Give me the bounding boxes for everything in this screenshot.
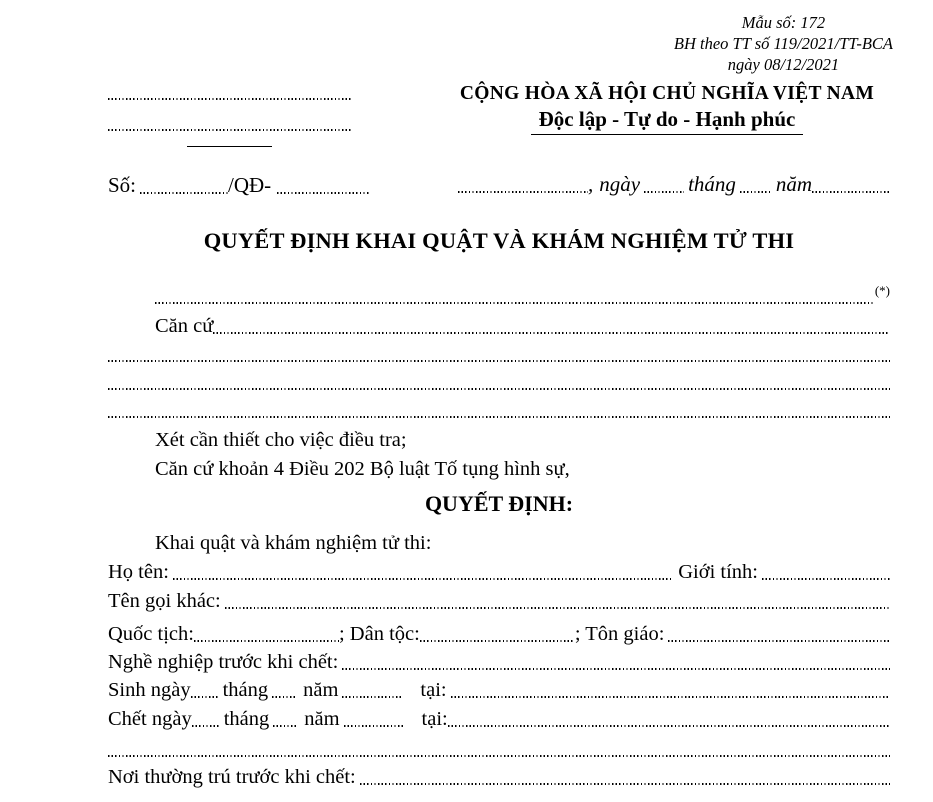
nationality-line (108, 613, 890, 646)
consideration-text: Xét cần thiết cho việc điều tra; (155, 429, 407, 451)
decision-intro-line (108, 525, 890, 555)
footnote-marker: (*) (874, 283, 890, 298)
year-blank[interactable] (812, 191, 890, 193)
death-place-blank[interactable] (448, 725, 890, 727)
doc-number-blank[interactable] (140, 192, 228, 194)
day-label: ngày (599, 172, 641, 196)
legal-basis-line (108, 452, 890, 481)
gender-label: Giới tính: (678, 561, 758, 583)
can-cu-line (108, 308, 890, 338)
decision-heading: QUYẾT ĐỊNH: (424, 491, 574, 516)
residence-line (108, 761, 890, 789)
religion-label: ; Tôn giáo: (574, 623, 665, 645)
national-motto: Độc lập - Tự do - Hạnh phúc (531, 107, 804, 135)
agency-divider-rule (187, 146, 272, 147)
agency-name-blank-line-2[interactable] (108, 129, 351, 131)
birth-day-blank[interactable] (191, 696, 219, 698)
country-title: CỘNG HÒA XÃ HỘI CHỦ NGHĨA VIỆT NAM (459, 83, 875, 104)
form-meta-block (674, 12, 893, 75)
nationality-label: Quốc tịch: (108, 623, 194, 645)
occupation-blank[interactable] (342, 668, 890, 670)
continuation-blank-1[interactable] (108, 360, 890, 362)
alias-line (108, 584, 890, 613)
death-year-label: năm (304, 708, 340, 730)
continuation-blank-2[interactable] (108, 388, 890, 390)
continuation-blank-4[interactable] (108, 755, 890, 757)
blank-line-1 (108, 338, 890, 366)
document-title: QUYẾT ĐỊNH KHAI QUẬT VÀ KHÁM NGHIỆM TỬ THI (203, 228, 795, 253)
form-number: Mẫu số: 172 (741, 13, 826, 32)
death-year-blank[interactable] (344, 725, 404, 727)
day-blank[interactable] (644, 191, 684, 193)
religion-blank[interactable] (668, 640, 890, 642)
death-month-label: tháng (223, 708, 270, 730)
issuing-agency-block (108, 88, 351, 147)
can-cu-blank[interactable] (213, 332, 890, 334)
doc-number-line (108, 170, 368, 198)
residence-label: Nơi thường trú trước khi chết: (108, 766, 356, 788)
death-day-label: Chết ngày (108, 708, 192, 730)
form-issuance-date: ngày 08/12/2021 (727, 55, 840, 74)
doc-number-label: Số: (108, 173, 137, 197)
occupation-line (108, 646, 890, 674)
month-blank[interactable] (740, 191, 772, 193)
document-body (108, 283, 890, 789)
agency-name-blank-line-1[interactable] (108, 98, 351, 100)
birth-year-label: năm (303, 679, 339, 701)
birth-month-label: tháng (222, 679, 269, 701)
doc-type-suffix: /QĐ- (228, 173, 272, 197)
blank-line-2 (108, 366, 890, 394)
consideration-line (108, 422, 890, 452)
national-header (452, 83, 882, 135)
residence-blank[interactable] (360, 783, 890, 785)
continuation-blank-3[interactable] (108, 416, 890, 418)
death-day-blank[interactable] (192, 725, 220, 727)
birth-year-blank[interactable] (342, 696, 402, 698)
death-month-blank[interactable] (273, 725, 298, 727)
birth-day-label: Sinh ngày (108, 679, 191, 701)
full-name-blank[interactable] (173, 578, 672, 580)
blank-line-3 (108, 394, 890, 422)
month-label: tháng (688, 172, 736, 196)
death-place-label: tại: (421, 708, 448, 730)
birth-place-label: tại: (420, 679, 447, 701)
issuer-name-line (108, 283, 890, 308)
nationality-blank[interactable] (194, 640, 339, 642)
decision-intro-text: Khai quật và khám nghiệm tử thi: (155, 532, 432, 554)
form-issuance: BH theo TT số 119/2021/TT-BCA (673, 34, 893, 53)
alias-label: Tên gọi khác: (108, 590, 221, 612)
gender-blank[interactable] (762, 578, 890, 580)
occupation-label: Nghề nghiệp trước khi chết: (108, 651, 339, 673)
place-blank[interactable] (458, 191, 588, 193)
doc-issuer-code-blank[interactable] (277, 192, 369, 194)
death-line (108, 702, 890, 731)
ethnicity-label: ; Dân tộc: (338, 623, 420, 645)
issuer-name-blank[interactable] (155, 302, 873, 304)
birth-place-blank[interactable] (451, 696, 890, 698)
blank-line-4 (108, 731, 890, 761)
legal-basis-text: Căn cứ khoản 4 Điều 202 Bộ luật Tố tụng hình sự, (155, 458, 570, 480)
full-name-label: Họ tên: (108, 561, 169, 583)
place-date-line (458, 167, 890, 197)
comma-text: , (588, 172, 594, 196)
birth-line (108, 674, 890, 702)
alias-blank[interactable] (225, 607, 890, 609)
birth-month-blank[interactable] (272, 696, 297, 698)
name-gender-line (108, 555, 890, 584)
ethnicity-blank[interactable] (420, 640, 575, 642)
year-label: năm (775, 172, 813, 196)
can-cu-label: Căn cứ (155, 315, 214, 337)
